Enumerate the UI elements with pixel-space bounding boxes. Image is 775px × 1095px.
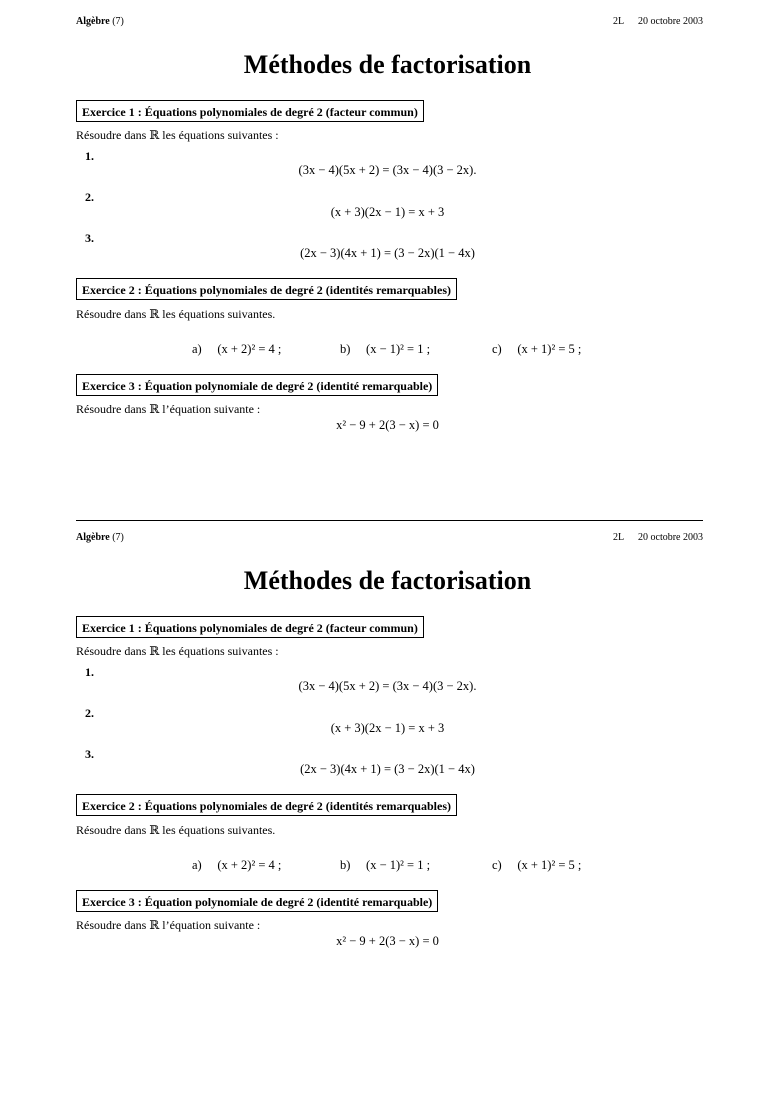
header-number: (7)	[112, 532, 124, 543]
exercise2-part-b	[340, 342, 430, 357]
page-title: Méthodes de factorisation	[243, 566, 532, 595]
exercise3-equation: x² − 9 + 2(3 − x) = 0	[336, 934, 439, 948]
page-header	[76, 532, 703, 546]
exercise3-equation: x² − 9 + 2(3 − x) = 0	[336, 418, 439, 432]
exercise1-item2-number: 2.	[85, 706, 94, 720]
worksheet-copy-1	[0, 0, 775, 500]
part-label: c)	[492, 342, 502, 356]
page-title: Méthodes de factorisation	[243, 50, 532, 79]
part-equation: (x + 2)² = 4 ;	[217, 342, 282, 356]
exercise1-item1-number: 1.	[85, 149, 94, 163]
header-subject: Algèbre	[76, 532, 110, 543]
header-subject: Algèbre	[76, 16, 110, 27]
exercise2-heading: Exercice 2 : Équations polynomiales de degré 2 (identités remarquables)	[76, 794, 457, 816]
part-equation: (x − 1)² = 1 ;	[366, 342, 431, 356]
part-label: a)	[192, 342, 202, 356]
exercise3-heading: Exercice 3 : Équation polynomiale de degré 2 (identité remarquable)	[76, 374, 438, 396]
exercise2-intro: Résoudre dans ℝ les équations suivantes.	[76, 307, 276, 321]
exercise2-part-b	[340, 858, 430, 873]
header-date: 20 octobre 2003	[638, 532, 703, 543]
header-class: 2L	[613, 16, 625, 27]
exercise3-intro: Résoudre dans ℝ l’équation suivante :	[76, 402, 261, 416]
part-equation: (x + 1)² = 5 ;	[517, 342, 582, 356]
exercise1-item3-equation: (2x − 3)(4x + 1) = (3 − 2x)(1 − 4x)	[300, 762, 475, 776]
exercise1-item2-equation: (x + 3)(2x − 1) = x + 3	[330, 205, 445, 219]
exercise2-part-c	[492, 858, 581, 873]
part-label: b)	[340, 342, 351, 356]
exercise3-intro: Résoudre dans ℝ l’équation suivante :	[76, 918, 261, 932]
exercise1-item3-number: 3.	[85, 747, 94, 761]
exercise1-item3-number: 3.	[85, 231, 94, 245]
exercise1-item1-number: 1.	[85, 665, 94, 679]
exercise2-part-c	[492, 342, 581, 357]
exercise2-part-a	[192, 858, 281, 873]
part-equation: (x − 1)² = 1 ;	[366, 858, 431, 872]
part-label: a)	[192, 858, 202, 872]
part-equation: (x + 1)² = 5 ;	[517, 858, 582, 872]
exercise2-part-a	[192, 342, 281, 357]
exercise1-item2-equation: (x + 3)(2x − 1) = x + 3	[330, 721, 445, 735]
part-equation: (x + 2)² = 4 ;	[217, 858, 282, 872]
exercise1-intro: Résoudre dans ℝ les équations suivantes :	[76, 644, 279, 658]
exercise1-item2-number: 2.	[85, 190, 94, 204]
exercise2-heading: Exercice 2 : Équations polynomiales de degré 2 (identités remarquables)	[76, 278, 457, 300]
exercise1-heading: Exercice 1 : Équations polynomiales de degré 2 (facteur commun)	[76, 616, 424, 638]
header-number: (7)	[112, 16, 124, 27]
worksheet-copy-2	[0, 516, 775, 1016]
exercise2-intro: Résoudre dans ℝ les équations suivantes.	[76, 823, 276, 837]
header-class: 2L	[613, 532, 625, 543]
exercise1-heading: Exercice 1 : Équations polynomiales de degré 2 (facteur commun)	[76, 100, 424, 122]
part-label: c)	[492, 858, 502, 872]
exercise1-item3-equation: (2x − 3)(4x + 1) = (3 − 2x)(1 − 4x)	[300, 246, 475, 260]
exercise1-item1-equation: (3x − 4)(5x + 2) = (3x − 4)(3 − 2x).	[298, 163, 477, 177]
exercise1-item1-equation: (3x − 4)(5x + 2) = (3x − 4)(3 − 2x).	[298, 679, 477, 693]
header-date: 20 octobre 2003	[638, 16, 703, 27]
part-label: b)	[340, 858, 351, 872]
exercise3-heading: Exercice 3 : Équation polynomiale de degré 2 (identité remarquable)	[76, 890, 438, 912]
exercise1-intro: Résoudre dans ℝ les équations suivantes :	[76, 128, 279, 142]
page-header	[76, 16, 703, 30]
